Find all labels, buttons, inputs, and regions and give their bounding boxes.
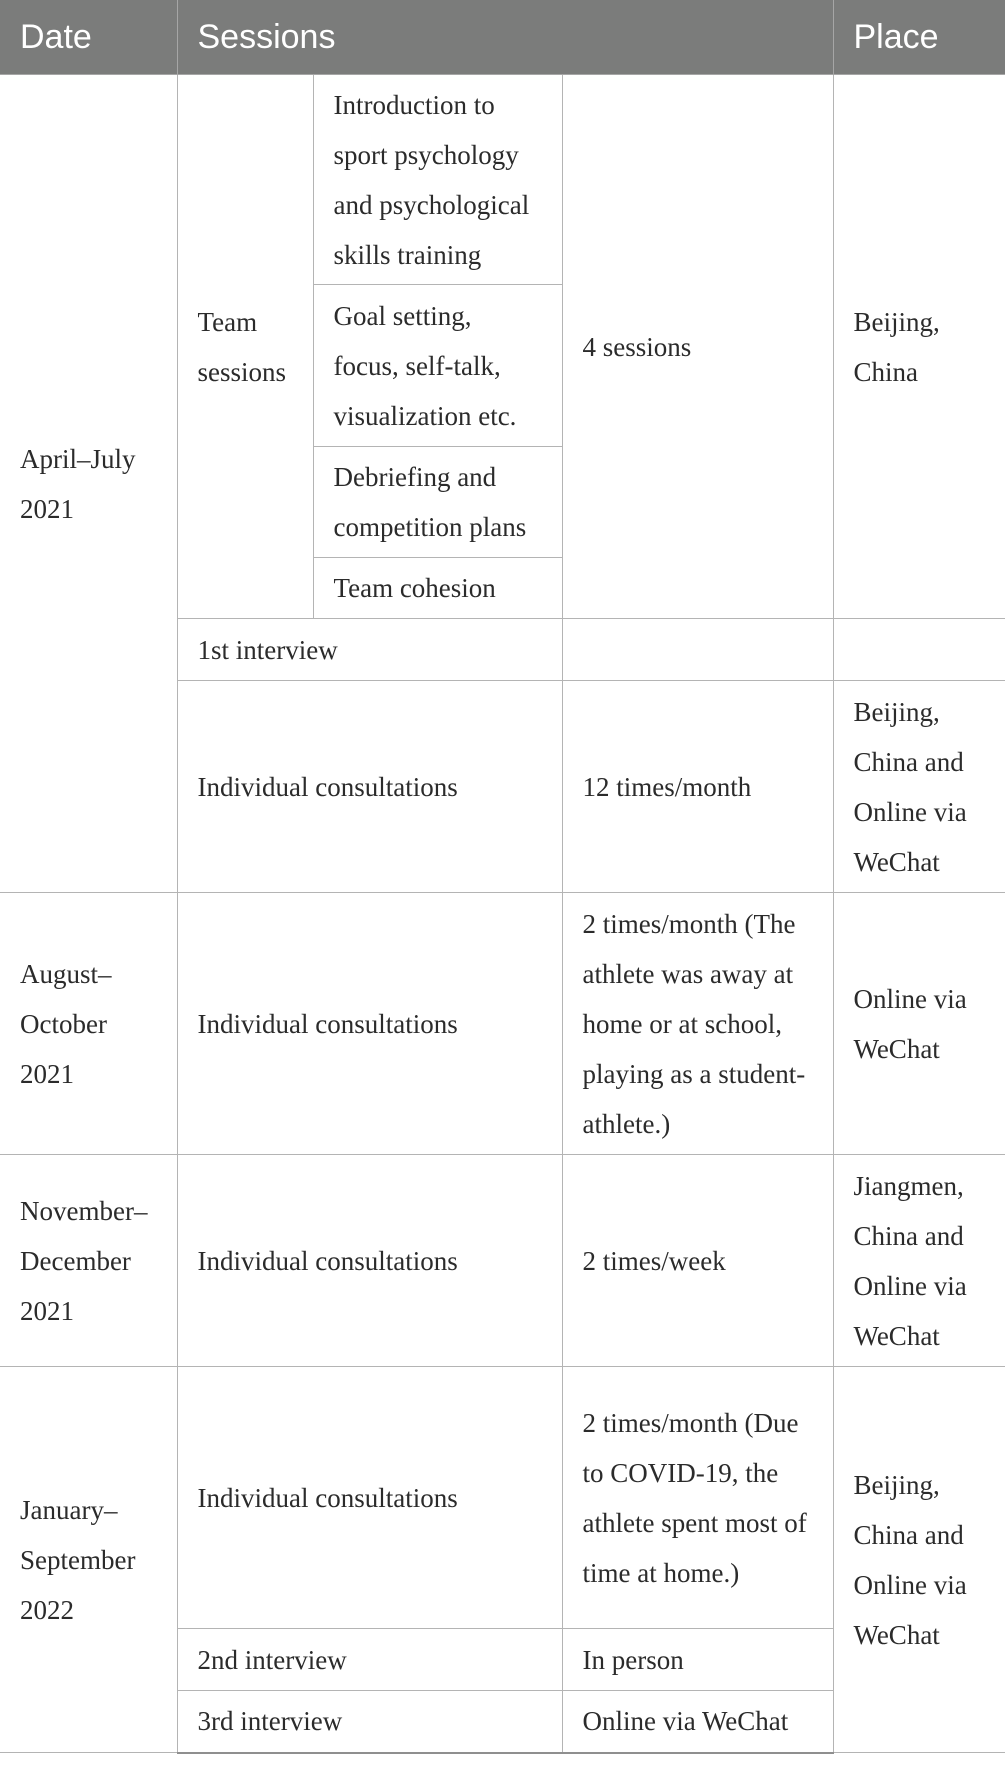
consult-label-p1: Individual consultations <box>177 681 562 893</box>
table-row <box>0 893 1005 1155</box>
second-interview: 2nd interview <box>177 1629 562 1691</box>
team-topic-skills: Goal setting, focus, self-talk, visualization etc. <box>313 285 562 447</box>
place-p4: Beijing, China and Online via WeChat <box>833 1367 1005 1753</box>
consult-label-p4: Individual consultations <box>177 1367 562 1629</box>
table-row <box>0 1367 1005 1629</box>
third-interview: 3rd interview <box>177 1691 562 1753</box>
place-p3: Jiangmen, China and Online via WeChat <box>833 1155 1005 1367</box>
date-cell-jan-sep-2022: January–September 2022 <box>0 1367 177 1753</box>
consult-label-p3: Individual consultations <box>177 1155 562 1367</box>
team-topic-debriefing: Debriefing and competition plans <box>313 447 562 558</box>
header-row <box>0 0 1005 75</box>
team-topic-intro: Introduction to sport psychology and psychological skills training <box>313 75 562 285</box>
header-date: Date <box>0 0 177 75</box>
consult-frequency-p3: 2 times/week <box>562 1155 833 1367</box>
table-row <box>0 75 1005 285</box>
place-p2: Online via WeChat <box>833 893 1005 1155</box>
header-sessions: Sessions <box>177 0 833 75</box>
first-interview-place <box>833 619 1005 681</box>
consult-frequency-p1: 12 times/month <box>562 681 833 893</box>
consult-frequency-p4: 2 times/month (Due to COVID-19, the athlete spent most of time at home.) <box>562 1367 833 1629</box>
team-sessions-label: Team sessions <box>177 75 313 619</box>
first-interview: 1st interview <box>177 619 562 681</box>
date-cell-nov-dec-2021: November–December 2021 <box>0 1155 177 1367</box>
consult-label-p2: Individual consultations <box>177 893 562 1155</box>
third-interview-mode: Online via WeChat <box>562 1691 833 1753</box>
team-place: Beijing, China <box>833 75 1005 619</box>
table-row <box>0 1155 1005 1367</box>
header-place: Place <box>833 0 1005 75</box>
second-interview-mode: In person <box>562 1629 833 1691</box>
date-cell-aug-oct-2021: August–October 2021 <box>0 893 177 1155</box>
consult-frequency-p2: 2 times/month (The athlete was away at home or at school, playing as a student-athlete.) <box>562 893 833 1155</box>
date-cell-april-july-2021: April–July 2021 <box>0 75 177 893</box>
first-interview-frequency <box>562 619 833 681</box>
team-frequency: 4 sessions <box>562 75 833 619</box>
consult-place-p1: Beijing, China and Online via WeChat <box>833 681 1005 893</box>
team-topic-cohesion: Team cohesion <box>313 558 562 619</box>
